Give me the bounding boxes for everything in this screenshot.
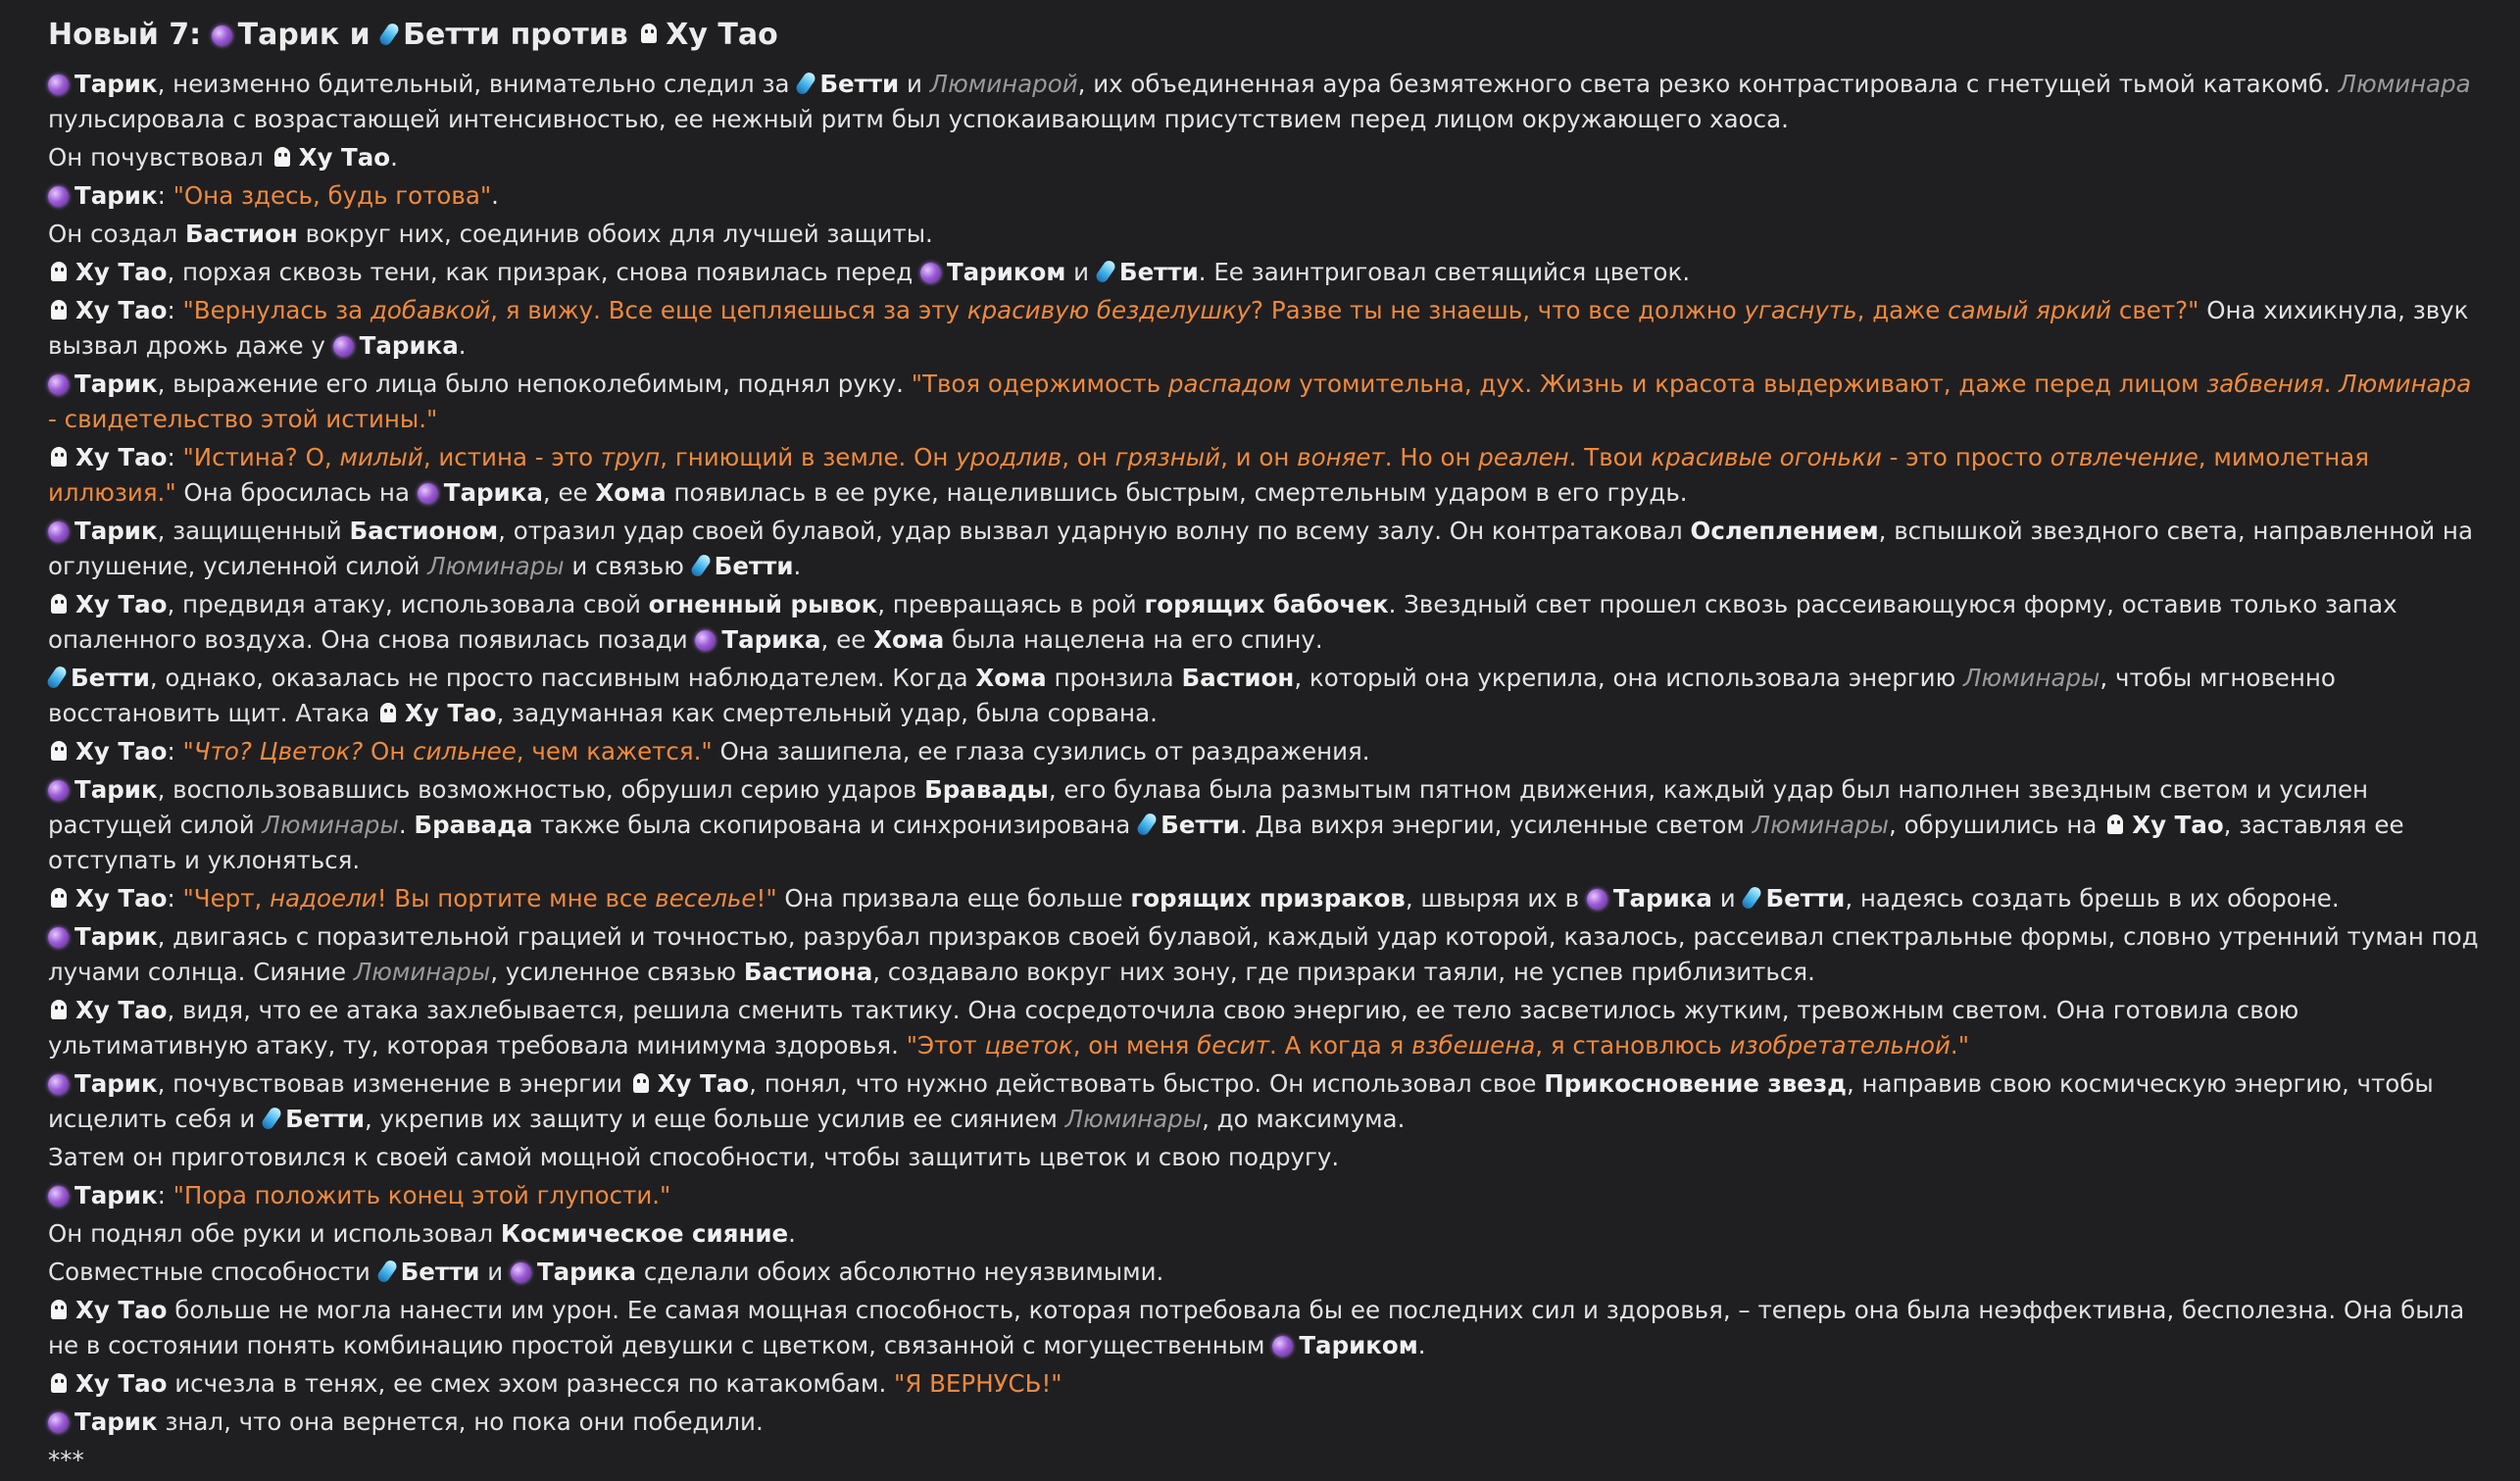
- ghost-icon: [48, 999, 70, 1022]
- purple-orb-icon: [920, 263, 941, 283]
- purple-orb-icon: [48, 927, 69, 948]
- ghost-icon: [48, 299, 70, 322]
- purple-orb-icon: [511, 1262, 531, 1283]
- paragraph: Тарик знал, что она вернется, но пока они победили.: [48, 1405, 2487, 1440]
- ghost-icon: [48, 887, 70, 911]
- ghost-icon: [48, 593, 70, 617]
- ghost-icon: [630, 1072, 652, 1096]
- purple-orb-icon: [48, 374, 69, 395]
- paragraph: Ху Тао, предвидя атаку, использовала свой огненный рывок, превращаясь в рой горящих бабочек. Звездный свет прошел сквозь рассеивающуюся форму, оставив только запах опаленного воздуха. Она снова появилась позади Тарика, ее Хома была нацелена на его спину.: [48, 590, 2397, 654]
- quote: "Черт, надоели! Вы портите мне все веселье!": [182, 884, 777, 913]
- paragraph: Ху Тао: "Что? Цветок? Он сильнее, чем кажется." Она зашипела, ее глаза сузились от раздражения.: [48, 734, 2487, 769]
- purple-orb-icon: [1272, 1336, 1293, 1357]
- blue-crystal-icon: [375, 1259, 399, 1285]
- blue-crystal-icon: [1135, 812, 1159, 838]
- purple-orb-icon: [418, 483, 438, 504]
- purple-orb-icon: [48, 1412, 69, 1433]
- paragraph: Бетти, однако, оказалась не просто пассивным наблюдателем. Когда Хома пронзила Бастион, который она укрепила, она использовала энергию Люминары, чтобы мгновенно восстановить щит. Атака Ху Тао, задуманная как смертельный удар, была сорвана.: [48, 661, 2487, 731]
- paragraph: Он создал Бастион вокруг них, соединив обоих для лучшей защиты.: [48, 220, 933, 248]
- ghost-icon: [48, 1299, 70, 1322]
- paragraph: Тарик: "Она здесь, будь готова".: [48, 178, 2487, 214]
- paragraph: Ху Тао: "Вернулась за добавкой, я вижу. Все еще цепляешься за эту красивую безделушку? Разве ты не знаешь, что все должно угаснуть, даже самый яркий свет?" Она хихикнула, звук вызвал дрожь даже у Тарика.: [48, 296, 2469, 360]
- purple-orb-icon: [212, 25, 232, 46]
- ghost-icon: [48, 740, 70, 764]
- blue-crystal-icon: [1094, 259, 1117, 285]
- paragraph: Ху Тао: "Черт, надоели! Вы портите мне все веселье!" Она призвала еще больше горящих призраков, швыряя их в Тарика и Бетти, надеясь создать брешь в их обороне.: [48, 881, 2487, 916]
- purple-orb-icon: [1587, 889, 1607, 910]
- paragraph: Ху Тао исчезла в тенях, ее смех эхом разнесся по катакомбам. "Я ВЕРНУСЬ!": [48, 1366, 2487, 1402]
- paragraph: Тарик, двигаясь с поразительной грацией и точностью, разрубал призраков своей булавой, каждый удар которой, казалось, рассеивал спектральные формы, словно утренний туман под лучами солнца. Сияние Люминары, усиленное связью Бастиона, создавало вокруг них зону, где призраки таяли, не успев приблизиться.: [48, 922, 2479, 986]
- quote: "Что? Цветок? Он сильнее, чем кажется.": [182, 737, 713, 765]
- purple-orb-icon: [48, 780, 69, 801]
- paragraph: Ху Тао, порхая сквозь тени, как призрак, снова появилась перед Тариком и Бетти. Ее заинтриговал светящийся цветок.: [48, 255, 2487, 290]
- chat-message: [48, 14, 2487, 1481]
- paragraph: Тарик, воспользовавшись возможностью, обрушил серию ударов Бравады, его булава была размытым пятном движения, каждый удар был наполнен звездным светом и усилен растущей силой Люминары. Бравада также была скопирована и синхронизирована Бетти. Два вихря энергии, усиленные светом Люминары, обрушились на Ху Тао, заставляя ее отступать и уклоняться.: [48, 775, 2404, 874]
- ghost-icon: [272, 146, 293, 170]
- blue-crystal-icon: [1741, 885, 1764, 912]
- purple-orb-icon: [48, 1074, 69, 1095]
- blue-crystal-icon: [377, 22, 401, 48]
- paragraph: Тарик, выражение его лица было непоколебимым, поднял руку. "Твоя одержимость распадом утомительна, дух. Жизнь и красота выдерживают, даже перед лицом забвения. Люминара - свидетельство этой истины.": [48, 370, 2472, 433]
- paragraph: Он поднял обе руки и использовал Космическое сияние.: [48, 1219, 796, 1248]
- quote: "Истина? О, милый, истина - это труп, гниющий в земле. Он уродлив, он грязный, и он воняет. Но он реален. Твои красивые огоньки - это просто отвлечение, мимолетная иллюзия.": [48, 443, 2370, 507]
- paragraph: Тарик: "Пора положить конец этой глупости.": [48, 1178, 2487, 1213]
- blue-crystal-icon: [689, 553, 713, 579]
- paragraph: Ху Тао, видя, что ее атака захлебывается, решила сменить тактику. Она сосредоточила свою энергию, ее тело засветилось жутким, тревожным светом. Она готовила свою ультимативную атаку, ту, которая требовала минимума здоровья. "Этот цветок, он меня бесит. А когда я взбешена, я становлюсь изобретательной.": [48, 996, 2299, 1060]
- quote: "Вернулась за добавкой, я вижу. Все еще цепляешься за эту красивую безделушку? Разве ты не знаешь, что все должно угаснуть, даже самый яркий свет?": [182, 296, 2199, 324]
- ghost-icon: [638, 23, 660, 46]
- paragraph: Он почувствовал Ху Тао.: [48, 143, 398, 172]
- paragraph: Тарик, неизменно бдительный, внимательно следил за Бетти и Люминарой, их объединенная аура безмятежного света резко контрастировала с гнетущей тьмой катакомб. Люминара пульсировала с возрастающей интенсивностью, ее нежный ритм был успокаивающим присутствием перед лицом окружающего хаоса.: [48, 70, 2471, 133]
- blue-crystal-icon: [45, 665, 69, 691]
- ghost-icon: [2104, 814, 2126, 837]
- purple-orb-icon: [333, 336, 354, 357]
- ghost-icon: [48, 261, 70, 284]
- paragraph: Тарик, почувствовав изменение в энергии Ху Тао, понял, что нужно действовать быстро. Он использовал свое Прикосновение звезд, направив свою космическую энергию, чтобы исцелить себя и Бетти, укрепив их защиту и еще больше усилив ее сиянием Люминары, до максимума.: [48, 1069, 2434, 1133]
- purple-orb-icon: [48, 186, 69, 207]
- separator-text: ***: [48, 1446, 84, 1474]
- purple-orb-icon: [695, 630, 716, 651]
- blue-crystal-icon: [795, 71, 818, 97]
- quote: "Твоя одержимость распадом утомительна, дух. Жизнь и красота выдерживают, даже перед лицом забвения. Люминара - свидетельство этой истины.": [48, 370, 2472, 433]
- story-title: Новый 7: Тарик и Бетти против Ху Тао: [48, 18, 778, 52]
- purple-orb-icon: [48, 1186, 69, 1207]
- paragraph: Ху Тао больше не могла нанести им урон. Ее самая мощная способность, которая потребовала бы ее последних сил и здоровья, – теперь она была неэффективна, бесполезна. Она была не в состоянии понять комбинацию простой девушки с цветком, связанной с могущественным Тариком.: [48, 1296, 2465, 1359]
- ghost-icon: [377, 702, 399, 725]
- ghost-icon: [48, 1372, 70, 1396]
- blue-crystal-icon: [260, 1106, 283, 1132]
- ghost-icon: [48, 446, 70, 469]
- quote: "Этот цветок, он меня бесит. А когда я взбешена, я становлюсь изобретательной.": [906, 1031, 1969, 1060]
- paragraph: Затем он приготовился к своей самой мощной способности, чтобы защитить цветок и свою подругу.: [48, 1143, 1340, 1171]
- purple-orb-icon: [48, 521, 69, 542]
- paragraph: Ху Тао: "Истина? О, милый, истина - это труп, гниющий в земле. Он уродлив, он грязный, и он воняет. Но он реален. Твои красивые огоньки - это просто отвлечение, мимолетная иллюзия." Она бросилась на Тарика, ее Хома появилась в ее руке, нацелившись быстрым, смертельным ударом в его грудь.: [48, 443, 2370, 507]
- paragraph: Тарик, защищенный Бастионом, отразил удар своей булавой, удар вызвал ударную волну по всему залу. Он контратаковал Ослеплением, вспышкой звездного света, направленной на оглушение, усиленной силой Люминары и связью Бетти.: [48, 517, 2473, 580]
- purple-orb-icon: [48, 74, 69, 95]
- paragraph: Совместные способности Бетти и Тарика сделали обоих абсолютно неуязвимыми.: [48, 1258, 1164, 1286]
